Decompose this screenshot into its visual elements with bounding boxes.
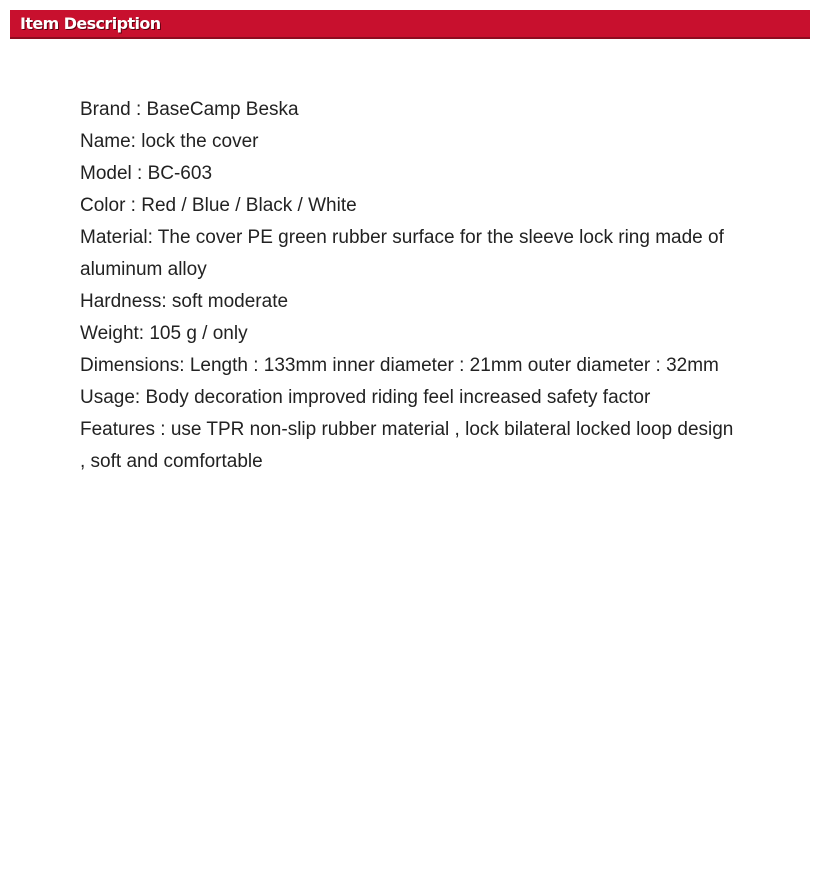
spec-model: Model : BC-603 xyxy=(80,163,213,184)
spec-brand: Brand : BaseCamp Beska xyxy=(80,99,299,120)
item-description-header xyxy=(10,10,810,39)
header-title: Item Description xyxy=(20,14,161,33)
spec-usage: Usage: Body decoration improved riding feel increased safety factor xyxy=(80,387,651,408)
spec-features: Features : use TPR non-slip rubber material , lock bilateral locked loop design , soft and comfortable xyxy=(80,419,734,472)
spec-list xyxy=(80,94,740,478)
spec-weight: Weight: 105 g / only xyxy=(80,323,248,344)
spec-color: Color : Red / Blue / Black / White xyxy=(80,195,357,216)
spec-hardness: Hardness: soft moderate xyxy=(80,291,289,312)
spec-name: Name: lock the cover xyxy=(80,131,259,152)
spec-material: Material: The cover PE green rubber surface for the sleeve lock ring made of aluminum alloy xyxy=(80,227,724,280)
spec-dimensions: Dimensions: Length : 133mm inner diameter : 21mm outer diameter : 32mm xyxy=(80,355,719,376)
